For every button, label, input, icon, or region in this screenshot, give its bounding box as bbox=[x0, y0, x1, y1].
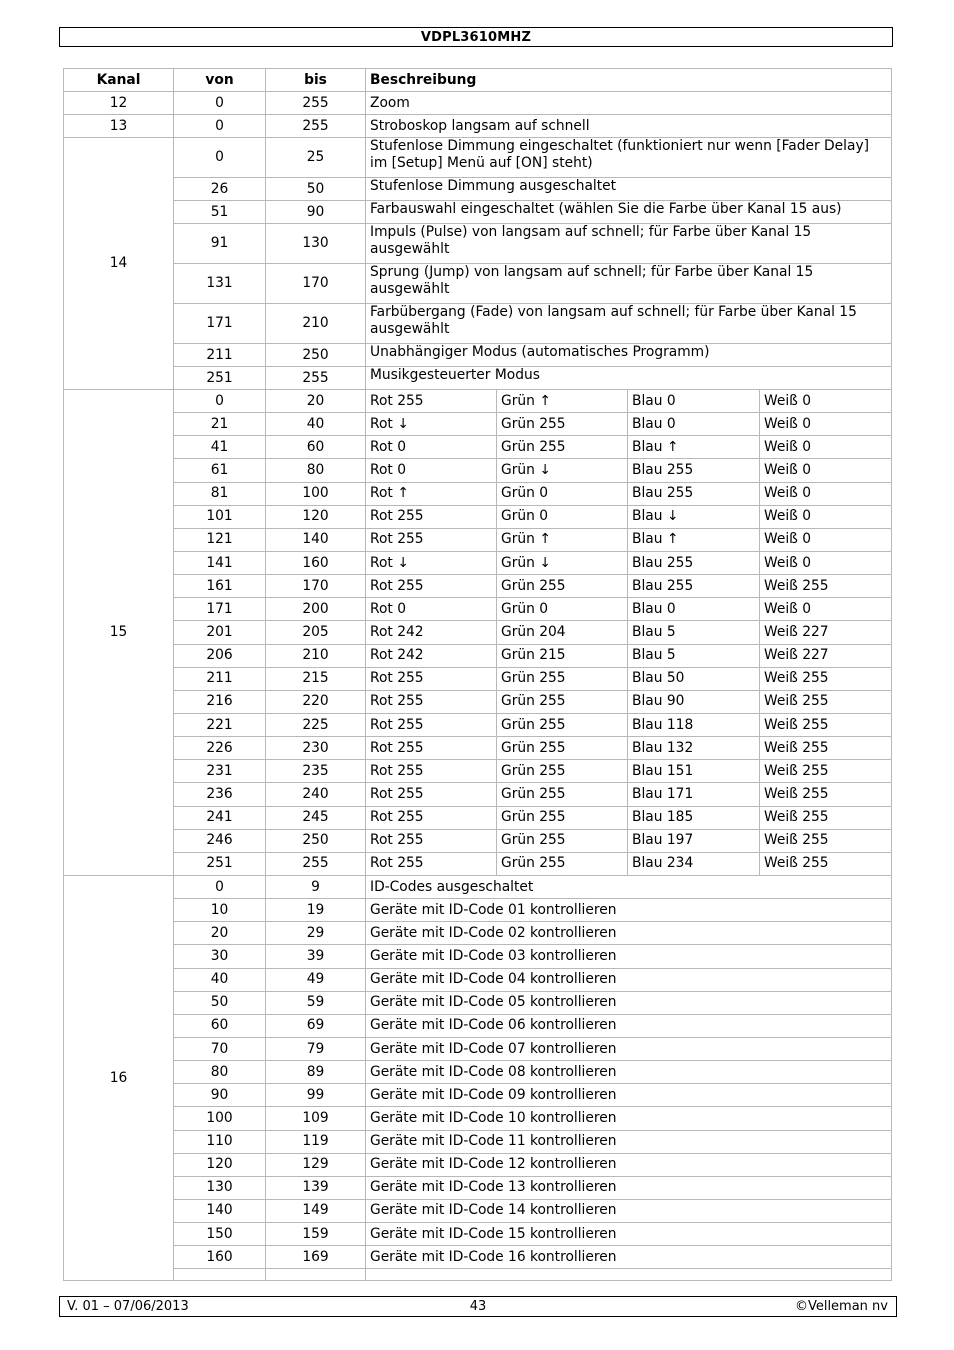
green-value-cell: Grün ↑ bbox=[497, 390, 628, 413]
blue-value-cell: Blau 0 bbox=[628, 390, 760, 413]
blue-value-cell: Blau 255 bbox=[628, 575, 760, 598]
red-value-cell: Rot 0 bbox=[366, 598, 497, 621]
white-value-cell: Weiß 255 bbox=[760, 737, 892, 760]
table-row bbox=[64, 528, 892, 551]
kanal-cell: 12 bbox=[64, 92, 174, 115]
green-value-cell: Grün ↑ bbox=[497, 528, 628, 551]
von-cell: 60 bbox=[174, 1014, 266, 1037]
red-value-cell: Rot ↑ bbox=[366, 482, 497, 505]
blue-value-cell: Blau 151 bbox=[628, 760, 760, 783]
blue-value-cell: Blau ↑ bbox=[628, 436, 760, 459]
page-header bbox=[59, 27, 893, 47]
von-cell: 0 bbox=[174, 390, 266, 413]
von-cell: 161 bbox=[174, 575, 266, 598]
table-row bbox=[64, 1153, 892, 1176]
red-value-cell: Rot ↓ bbox=[366, 551, 497, 574]
von-cell: 91 bbox=[174, 224, 266, 264]
table-row bbox=[64, 92, 892, 115]
table-row bbox=[64, 598, 892, 621]
bis-cell: 170 bbox=[266, 575, 366, 598]
bis-cell: 25 bbox=[266, 138, 366, 178]
green-value-cell: Grün 255 bbox=[497, 737, 628, 760]
von-cell: 20 bbox=[174, 922, 266, 945]
description-cell: Farbübergang (Fade) von langsam auf schnell; für Farbe über Kanal 15 ausgewählt bbox=[366, 304, 892, 344]
von-cell: 0 bbox=[174, 138, 266, 178]
table-row bbox=[64, 621, 892, 644]
von-cell: 100 bbox=[174, 1107, 266, 1130]
description-cell: Zoom bbox=[366, 92, 892, 115]
description-cell: Geräte mit ID-Code 02 kontrollieren bbox=[366, 922, 892, 945]
description-cell: Stufenlose Dimmung eingeschaltet (funktioniert nur wenn [Fader Delay] im [Setup] Menü auf [ON] steht) bbox=[366, 138, 892, 178]
table-row bbox=[64, 737, 892, 760]
page-number: 43 bbox=[469, 1299, 487, 1314]
bis-cell: 9 bbox=[266, 875, 366, 898]
table-row bbox=[64, 783, 892, 806]
blue-value-cell: Blau 5 bbox=[628, 644, 760, 667]
white-value-cell: Weiß 255 bbox=[760, 852, 892, 875]
von-cell: 120 bbox=[174, 1153, 266, 1176]
table-row bbox=[64, 875, 892, 898]
description-cell: Geräte mit ID-Code 14 kontrollieren bbox=[366, 1199, 892, 1222]
red-value-cell: Rot ↓ bbox=[366, 413, 497, 436]
von-cell: 0 bbox=[174, 92, 266, 115]
von-cell: 201 bbox=[174, 621, 266, 644]
von-cell: 236 bbox=[174, 783, 266, 806]
table-row bbox=[64, 344, 892, 367]
description-cell: Geräte mit ID-Code 06 kontrollieren bbox=[366, 1014, 892, 1037]
table-row bbox=[64, 829, 892, 852]
bis-cell: 255 bbox=[266, 367, 366, 390]
bis-cell: 220 bbox=[266, 690, 366, 713]
table-row bbox=[64, 945, 892, 968]
table-row bbox=[64, 968, 892, 991]
von-cell: 130 bbox=[174, 1176, 266, 1199]
red-value-cell: Rot 0 bbox=[366, 459, 497, 482]
von-cell: 81 bbox=[174, 482, 266, 505]
bis-cell: 129 bbox=[266, 1153, 366, 1176]
table-row bbox=[64, 1246, 892, 1269]
red-value-cell: Rot 255 bbox=[366, 667, 497, 690]
von-cell: 0 bbox=[174, 115, 266, 138]
von-cell: 231 bbox=[174, 760, 266, 783]
von-cell: 30 bbox=[174, 945, 266, 968]
blue-value-cell: Blau 118 bbox=[628, 713, 760, 736]
bis-cell: 69 bbox=[266, 1014, 366, 1037]
green-value-cell: Grün 255 bbox=[497, 713, 628, 736]
description-cell: Impuls (Pulse) von langsam auf schnell; für Farbe über Kanal 15 ausgewählt bbox=[366, 224, 892, 264]
table-header-row bbox=[64, 69, 892, 92]
von-cell: 251 bbox=[174, 367, 266, 390]
blue-value-cell: Blau 132 bbox=[628, 737, 760, 760]
bis-cell: 99 bbox=[266, 1084, 366, 1107]
bis-cell: 215 bbox=[266, 667, 366, 690]
white-value-cell: Weiß 255 bbox=[760, 760, 892, 783]
blue-value-cell: Blau 50 bbox=[628, 667, 760, 690]
bis-cell: 40 bbox=[266, 413, 366, 436]
bis-cell: 210 bbox=[266, 304, 366, 344]
red-value-cell: Rot 255 bbox=[366, 713, 497, 736]
table-row bbox=[64, 991, 892, 1014]
description-cell: Geräte mit ID-Code 01 kontrollieren bbox=[366, 899, 892, 922]
von-cell: 141 bbox=[174, 551, 266, 574]
dmx-channel-table bbox=[63, 68, 892, 1281]
von-cell: 40 bbox=[174, 968, 266, 991]
white-value-cell: Weiß 0 bbox=[760, 528, 892, 551]
white-value-cell: Weiß 0 bbox=[760, 551, 892, 574]
blue-value-cell: Blau 255 bbox=[628, 482, 760, 505]
bis-cell: 29 bbox=[266, 922, 366, 945]
table-row bbox=[64, 201, 892, 224]
description-cell: Geräte mit ID-Code 13 kontrollieren bbox=[366, 1176, 892, 1199]
description-cell: Stroboskop langsam auf schnell bbox=[366, 115, 892, 138]
table-row bbox=[64, 1223, 892, 1246]
white-value-cell: Weiß 0 bbox=[760, 482, 892, 505]
von-cell: 131 bbox=[174, 264, 266, 304]
von-cell: 61 bbox=[174, 459, 266, 482]
table-row bbox=[64, 667, 892, 690]
white-value-cell: Weiß 255 bbox=[760, 713, 892, 736]
table-row bbox=[64, 436, 892, 459]
description-cell: Geräte mit ID-Code 10 kontrollieren bbox=[366, 1107, 892, 1130]
green-value-cell: Grün 255 bbox=[497, 667, 628, 690]
bis-cell: 245 bbox=[266, 806, 366, 829]
von-cell: 121 bbox=[174, 528, 266, 551]
table-row bbox=[64, 459, 892, 482]
bis-cell: 39 bbox=[266, 945, 366, 968]
von-cell: 246 bbox=[174, 829, 266, 852]
von-cell: 80 bbox=[174, 1061, 266, 1084]
bis-cell: 255 bbox=[266, 92, 366, 115]
description-cell: Geräte mit ID-Code 04 kontrollieren bbox=[366, 968, 892, 991]
table-row bbox=[64, 760, 892, 783]
von-cell: 90 bbox=[174, 1084, 266, 1107]
red-value-cell: Rot 255 bbox=[366, 575, 497, 598]
bis-cell: 255 bbox=[266, 115, 366, 138]
table-row bbox=[64, 390, 892, 413]
green-value-cell: Grün 0 bbox=[497, 482, 628, 505]
description-cell: Geräte mit ID-Code 03 kontrollieren bbox=[366, 945, 892, 968]
red-value-cell: Rot 242 bbox=[366, 644, 497, 667]
von-cell: 160 bbox=[174, 1246, 266, 1269]
table-row bbox=[64, 1130, 892, 1153]
description-cell: Sprung (Jump) von langsam auf schnell; für Farbe über Kanal 15 ausgewählt bbox=[366, 264, 892, 304]
kanal-cell: 13 bbox=[64, 115, 174, 138]
table-row bbox=[64, 1199, 892, 1222]
bis-cell: 159 bbox=[266, 1223, 366, 1246]
description-cell: Stufenlose Dimmung ausgeschaltet bbox=[366, 178, 892, 201]
von-cell: 101 bbox=[174, 505, 266, 528]
kanal-cell: 15 bbox=[64, 390, 174, 876]
table-row bbox=[64, 304, 892, 344]
bis-cell: 80 bbox=[266, 459, 366, 482]
kanal-cell: 16 bbox=[64, 875, 174, 1280]
bis-cell: 19 bbox=[266, 899, 366, 922]
von-cell: 211 bbox=[174, 344, 266, 367]
column-header-von: von bbox=[174, 69, 266, 92]
green-value-cell: Grün 255 bbox=[497, 783, 628, 806]
blue-value-cell: Blau 255 bbox=[628, 459, 760, 482]
von-cell: 0 bbox=[174, 875, 266, 898]
bis-cell: 89 bbox=[266, 1061, 366, 1084]
table-row bbox=[64, 178, 892, 201]
green-value-cell: Grün ↓ bbox=[497, 551, 628, 574]
green-value-cell: Grün 215 bbox=[497, 644, 628, 667]
kanal-cell: 14 bbox=[64, 138, 174, 390]
white-value-cell: Weiß 0 bbox=[760, 598, 892, 621]
blue-value-cell: Blau 0 bbox=[628, 598, 760, 621]
table-row bbox=[64, 1061, 892, 1084]
bis-cell: 149 bbox=[266, 1199, 366, 1222]
description-cell: Geräte mit ID-Code 05 kontrollieren bbox=[366, 991, 892, 1014]
von-cell: 216 bbox=[174, 690, 266, 713]
table-row bbox=[64, 551, 892, 574]
bis-cell: 79 bbox=[266, 1037, 366, 1060]
bis-cell: 200 bbox=[266, 598, 366, 621]
bis-cell: 235 bbox=[266, 760, 366, 783]
copyright: ©Velleman nv bbox=[794, 1299, 888, 1314]
bis-cell: 100 bbox=[266, 482, 366, 505]
bis-cell: 139 bbox=[266, 1176, 366, 1199]
bis-cell: 160 bbox=[266, 551, 366, 574]
green-value-cell: Grün 255 bbox=[497, 436, 628, 459]
page-footer bbox=[59, 1296, 897, 1317]
blue-value-cell: Blau 255 bbox=[628, 551, 760, 574]
von-cell: 26 bbox=[174, 178, 266, 201]
empty-cell bbox=[366, 1269, 892, 1281]
red-value-cell: Rot 0 bbox=[366, 436, 497, 459]
column-header-beschreibung: Beschreibung bbox=[366, 69, 892, 92]
description-cell: Unabhängiger Modus (automatisches Programm) bbox=[366, 344, 892, 367]
von-cell: 21 bbox=[174, 413, 266, 436]
white-value-cell: Weiß 0 bbox=[760, 505, 892, 528]
red-value-cell: Rot 255 bbox=[366, 783, 497, 806]
document-title: VDPL3610MHZ bbox=[420, 30, 532, 45]
white-value-cell: Weiß 255 bbox=[760, 667, 892, 690]
table-row bbox=[64, 713, 892, 736]
table-row bbox=[64, 1176, 892, 1199]
bis-cell: 50 bbox=[266, 178, 366, 201]
white-value-cell: Weiß 227 bbox=[760, 644, 892, 667]
description-cell: Geräte mit ID-Code 09 kontrollieren bbox=[366, 1084, 892, 1107]
green-value-cell: Grün 255 bbox=[497, 575, 628, 598]
description-cell: Geräte mit ID-Code 07 kontrollieren bbox=[366, 1037, 892, 1060]
table-row bbox=[64, 413, 892, 436]
table-row bbox=[64, 367, 892, 390]
blue-value-cell: Blau 90 bbox=[628, 690, 760, 713]
von-cell: 251 bbox=[174, 852, 266, 875]
table-row bbox=[64, 482, 892, 505]
bis-cell: 169 bbox=[266, 1246, 366, 1269]
table-body bbox=[64, 92, 892, 1281]
table-row bbox=[64, 1014, 892, 1037]
red-value-cell: Rot 242 bbox=[366, 621, 497, 644]
blue-value-cell: Blau 171 bbox=[628, 783, 760, 806]
von-cell: 41 bbox=[174, 436, 266, 459]
table-row bbox=[64, 505, 892, 528]
green-value-cell: Grün 255 bbox=[497, 760, 628, 783]
von-cell: 241 bbox=[174, 806, 266, 829]
white-value-cell: Weiß 255 bbox=[760, 806, 892, 829]
bis-cell: 205 bbox=[266, 621, 366, 644]
red-value-cell: Rot 255 bbox=[366, 806, 497, 829]
table-row bbox=[64, 690, 892, 713]
bis-cell: 120 bbox=[266, 505, 366, 528]
bis-cell: 109 bbox=[266, 1107, 366, 1130]
description-cell: Geräte mit ID-Code 11 kontrollieren bbox=[366, 1130, 892, 1153]
red-value-cell: Rot 255 bbox=[366, 737, 497, 760]
table-row bbox=[64, 922, 892, 945]
bis-cell: 230 bbox=[266, 737, 366, 760]
table-row bbox=[64, 1269, 892, 1281]
white-value-cell: Weiß 255 bbox=[760, 829, 892, 852]
bis-cell: 130 bbox=[266, 224, 366, 264]
von-cell: 51 bbox=[174, 201, 266, 224]
red-value-cell: Rot 255 bbox=[366, 760, 497, 783]
red-value-cell: Rot 255 bbox=[366, 528, 497, 551]
von-cell: 226 bbox=[174, 737, 266, 760]
blue-value-cell: Blau 0 bbox=[628, 413, 760, 436]
blue-value-cell: Blau 185 bbox=[628, 806, 760, 829]
table-row bbox=[64, 115, 892, 138]
bis-cell: 49 bbox=[266, 968, 366, 991]
green-value-cell: Grün 0 bbox=[497, 598, 628, 621]
von-cell: 110 bbox=[174, 1130, 266, 1153]
green-value-cell: Grün 204 bbox=[497, 621, 628, 644]
description-cell: ID-Codes ausgeschaltet bbox=[366, 875, 892, 898]
bis-cell: 90 bbox=[266, 201, 366, 224]
red-value-cell: Rot 255 bbox=[366, 690, 497, 713]
bis-cell: 59 bbox=[266, 991, 366, 1014]
bis-cell: 140 bbox=[266, 528, 366, 551]
von-cell: 206 bbox=[174, 644, 266, 667]
table-row bbox=[64, 1084, 892, 1107]
table-row bbox=[64, 575, 892, 598]
von-cell: 70 bbox=[174, 1037, 266, 1060]
table-row bbox=[64, 1107, 892, 1130]
white-value-cell: Weiß 227 bbox=[760, 621, 892, 644]
bis-cell: 20 bbox=[266, 390, 366, 413]
blue-value-cell: Blau ↑ bbox=[628, 528, 760, 551]
table-row bbox=[64, 138, 892, 178]
description-cell: Musikgesteuerter Modus bbox=[366, 367, 892, 390]
green-value-cell: Grün 255 bbox=[497, 829, 628, 852]
red-value-cell: Rot 255 bbox=[366, 829, 497, 852]
bis-cell: 210 bbox=[266, 644, 366, 667]
description-cell: Farbauswahl eingeschaltet (wählen Sie die Farbe über Kanal 15 aus) bbox=[366, 201, 892, 224]
von-cell: 221 bbox=[174, 713, 266, 736]
von-cell: 171 bbox=[174, 304, 266, 344]
bis-cell: 240 bbox=[266, 783, 366, 806]
green-value-cell: Grün 255 bbox=[497, 852, 628, 875]
column-header-bis: bis bbox=[266, 69, 366, 92]
table-row bbox=[64, 224, 892, 264]
table-row bbox=[64, 1037, 892, 1060]
blue-value-cell: Blau ↓ bbox=[628, 505, 760, 528]
table-row bbox=[64, 806, 892, 829]
bis-cell: 250 bbox=[266, 829, 366, 852]
von-cell: 211 bbox=[174, 667, 266, 690]
green-value-cell: Grün 255 bbox=[497, 806, 628, 829]
green-value-cell: Grün ↓ bbox=[497, 459, 628, 482]
green-value-cell: Grün 255 bbox=[497, 413, 628, 436]
white-value-cell: Weiß 255 bbox=[760, 575, 892, 598]
von-cell: 171 bbox=[174, 598, 266, 621]
green-value-cell: Grün 255 bbox=[497, 690, 628, 713]
bis-cell: 225 bbox=[266, 713, 366, 736]
table-row bbox=[64, 264, 892, 304]
white-value-cell: Weiß 0 bbox=[760, 413, 892, 436]
table-row bbox=[64, 644, 892, 667]
von-cell: 10 bbox=[174, 899, 266, 922]
red-value-cell: Rot 255 bbox=[366, 505, 497, 528]
empty-cell bbox=[266, 1269, 366, 1281]
bis-cell: 170 bbox=[266, 264, 366, 304]
white-value-cell: Weiß 0 bbox=[760, 436, 892, 459]
white-value-cell: Weiß 255 bbox=[760, 783, 892, 806]
white-value-cell: Weiß 255 bbox=[760, 690, 892, 713]
bis-cell: 119 bbox=[266, 1130, 366, 1153]
blue-value-cell: Blau 197 bbox=[628, 829, 760, 852]
red-value-cell: Rot 255 bbox=[366, 390, 497, 413]
description-cell: Geräte mit ID-Code 15 kontrollieren bbox=[366, 1223, 892, 1246]
bis-cell: 250 bbox=[266, 344, 366, 367]
table-row bbox=[64, 899, 892, 922]
description-cell: Geräte mit ID-Code 12 kontrollieren bbox=[366, 1153, 892, 1176]
description-cell: Geräte mit ID-Code 16 kontrollieren bbox=[366, 1246, 892, 1269]
von-cell: 50 bbox=[174, 991, 266, 1014]
bis-cell: 255 bbox=[266, 852, 366, 875]
von-cell: 150 bbox=[174, 1223, 266, 1246]
column-header-kanal: Kanal bbox=[64, 69, 174, 92]
description-cell: Geräte mit ID-Code 08 kontrollieren bbox=[366, 1061, 892, 1084]
bis-cell: 60 bbox=[266, 436, 366, 459]
red-value-cell: Rot 255 bbox=[366, 852, 497, 875]
von-cell: 140 bbox=[174, 1199, 266, 1222]
blue-value-cell: Blau 5 bbox=[628, 621, 760, 644]
empty-cell bbox=[174, 1269, 266, 1281]
white-value-cell: Weiß 0 bbox=[760, 459, 892, 482]
white-value-cell: Weiß 0 bbox=[760, 390, 892, 413]
blue-value-cell: Blau 234 bbox=[628, 852, 760, 875]
green-value-cell: Grün 0 bbox=[497, 505, 628, 528]
table-row bbox=[64, 852, 892, 875]
version-date: V. 01 – 07/06/2013 bbox=[67, 1299, 189, 1314]
